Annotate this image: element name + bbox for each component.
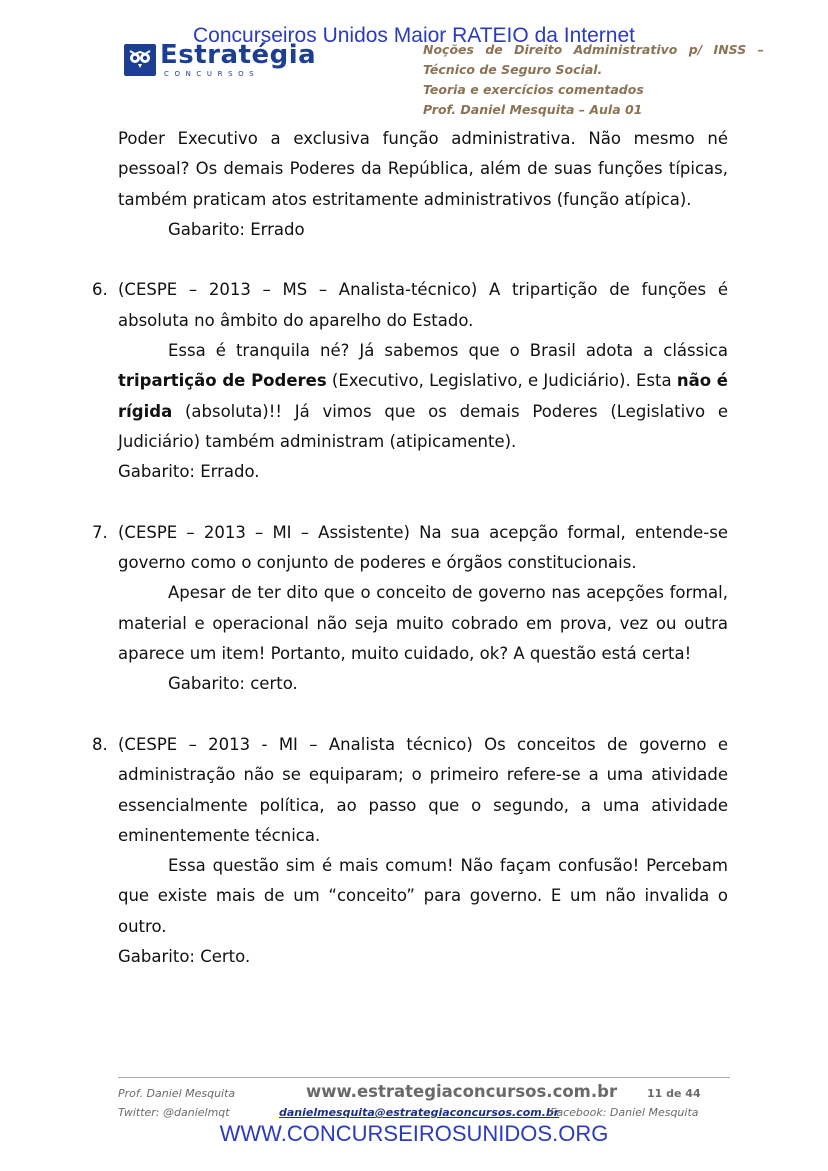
owl-logo-icon [124,44,156,76]
question-number: 7. [92,522,108,542]
footer-prof: Prof. Daniel Mesquita [118,1087,236,1100]
intro-paragraph: Poder Executivo a exclusiva função administrativa. Não mesmo né pessoal? Os demais Poderes da República, além de suas funções típicas, também praticam atos estritamente administrativos (função atípica). [118,129,728,209]
bold-term: não é rígida [118,371,728,421]
question-text: (CESPE – 2013 - MI – Analista técnico) Os conceitos de governo e administração não se equiparam; o primeiro refere-se a uma atividade essencialmente política, ao passo que o segundo, a uma atividade eminentemente técnica. [118,734,728,845]
question-gabarito: Gabarito: Errado. [118,462,260,482]
question-gabarito: Gabarito: Certo. [118,947,251,967]
question-7 [92,518,728,700]
footer-facebook: Facebook: Daniel Mesquita [550,1106,699,1119]
footer-divider [118,1077,730,1078]
page-content [92,124,728,972]
bold-term: tripartição de Poderes [118,371,327,391]
question-6 [92,275,728,487]
header-course-line1: Noções de Direito Administrativo p/ INSS – [423,42,764,57]
footer-twitter: Twitter: @danielmqt [118,1106,230,1119]
footer-site-link[interactable]: www.estrategiaconcursos.com.br [306,1082,618,1101]
question-text: (CESPE – 2013 – MS – Analista-técnico) A tripartição de funções é absoluta no âmbito do aparelho do Estado. [118,280,728,330]
question-number: 8. [92,734,108,754]
question-number: 6. [92,280,108,300]
question-comment: Apesar de ter dito que o conceito de governo nas acepções formal, material e operacional não seja muito cobrado em prova, vez ou outra aparece um item! Portanto, muito cuidado, ok? A questão está certa! [118,583,728,664]
header-course-line3: Teoria e exercícios comentados [423,82,644,97]
footer-page-number: 11 de 44 [647,1087,701,1100]
logo-subtitle: CONCURSOS [164,70,260,78]
watermark-top: Concurseiros Unidos Maior RATEIO da Internet [193,24,635,47]
header-course-line2: Técnico de Seguro Social. [423,62,603,77]
question-comment: Essa questão sim é mais comum! Não façam confusão! Percebam que existe mais de um “conceito” para governo. E um não invalida o outro. [118,856,728,936]
estrategia-logo [124,40,317,82]
logo-word: Estratégia [160,40,317,70]
header-course-line4: Prof. Daniel Mesquita – Aula 01 [423,102,643,117]
question-comment: Essa é tranquila né? Já sabemos que o Brasil adota a clássica tripartição de Poderes (Executivo, Legislativo, e Judiciário). Esta não é rígida (absoluta)!! Já vimos que os demais Poderes (Legislativo e Judiciário) também administram (atipicamente). [118,341,728,451]
question-8 [92,730,728,972]
footer-email-link[interactable]: danielmesquita@estrategiaconcursos.com.br [279,1106,560,1119]
question-text: (CESPE – 2013 – MI – Assistente) Na sua acepção formal, entende-se governo como o conjunto de poderes e órgãos constitucionais. [118,522,728,573]
intro-gabarito: Gabarito: Errado [168,219,305,239]
watermark-bottom: WWW.CONCURSEIROSUNIDOS.ORG [219,1121,609,1146]
question-gabarito: Gabarito: certo. [168,674,298,694]
